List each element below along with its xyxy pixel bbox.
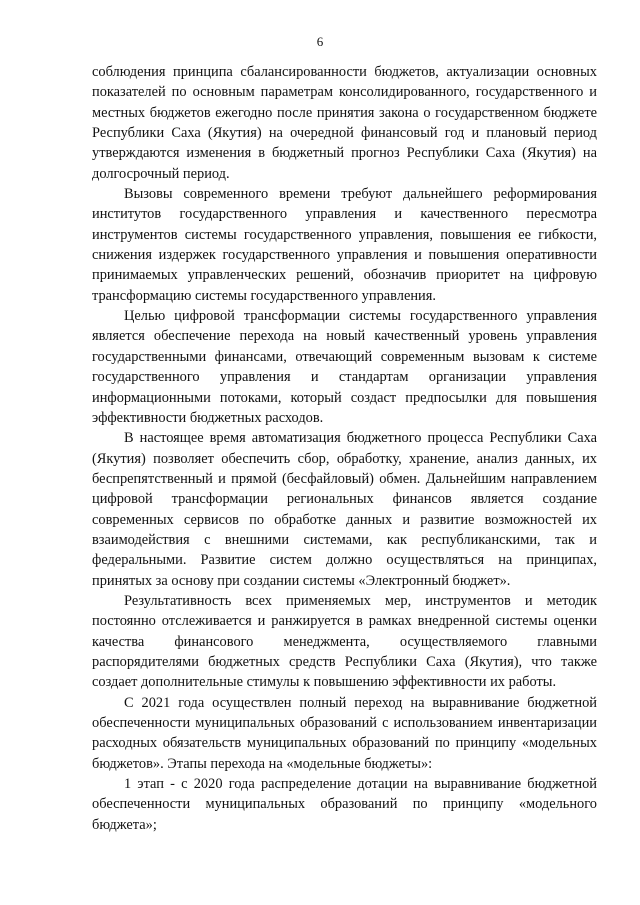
paragraph-stage-one: 1 этап - с 2020 года распределение дотации на выравнивание бюджетной обеспеченности муниципальных образований по принципу «модельного бюджета»; (92, 776, 597, 833)
paragraph-budget-balance: соблюдения принципа сбалансированности бюджетов, актуализации основных показателей по основным параметрам консолидированного, государственного и местных бюджетов ежегодно после принятия закона о государственном бюджете Республики Саха (Якутия) на очередной финансовый год и плановый период утверждаются изменения в бюджетный прогноз Республики Саха (Якутия) на долгосрочный период. (92, 64, 597, 182)
paragraph-budget-automation: В настоящее время автоматизация бюджетного процесса Республики Саха (Якутия) позволяет обеспечить сбор, обработку, хранение, анализ данных, их беспрепятственный и прямой (бесфайловый) обмен. Дальнейшим направлением цифровой трансформации региональных финансов является создание современных сервисов по обработке данных и развитие возможностей их взаимодействия с внешними системами, как республиканскими, так и федеральными. Развитие систем должно осуществляться на принципах, принятых за основу при создании системы «Электронный бюджет». (92, 430, 597, 589)
paragraph-performance-evaluation: Результативность всех применяемых мер, инструментов и методик постоянно отслеживается и ранжируется в рамках внедренной системы оценки качества финансового менеджмента, осуществляемого главными распорядителями бюджетных средств Республики Саха (Якутия), что также создает дополнительные стимулы к повышению эффективности их работы. (92, 592, 597, 691)
paragraph-digital-transformation-goal: Целью цифровой трансформации системы государственного управления является обеспечение перехода на новый качественный уровень управления государственными финансами, отвечающий современным вызовам к системе государственного управления и стандартам организации управления информационными потоками, который создаст предпосылки для повышения эффективности бюджетных расходов. (92, 308, 597, 426)
paragraph-modern-challenges: Вызовы современного времени требуют дальнейшего реформирования институтов государственного управления и качественного пересмотра инструментов системы государственного управления, повышения ее гибкости, снижения издержек государственного управления и повышения оперативности принимаемых управленческих решений, обозначив приоритет на цифровую трансформацию системы государственного управления. (92, 186, 597, 304)
page-number: 6 (316, 34, 324, 49)
document-body (92, 62, 597, 835)
paragraph-model-budgets: С 2021 года осуществлен полный переход на выравнивание бюджетной обеспеченности муниципальных образований с использованием инвентаризации расходных обязательств муниципальных образований по принципу «модельных бюджетов». Этапы перехода на «модельные бюджеты»: (92, 694, 597, 772)
